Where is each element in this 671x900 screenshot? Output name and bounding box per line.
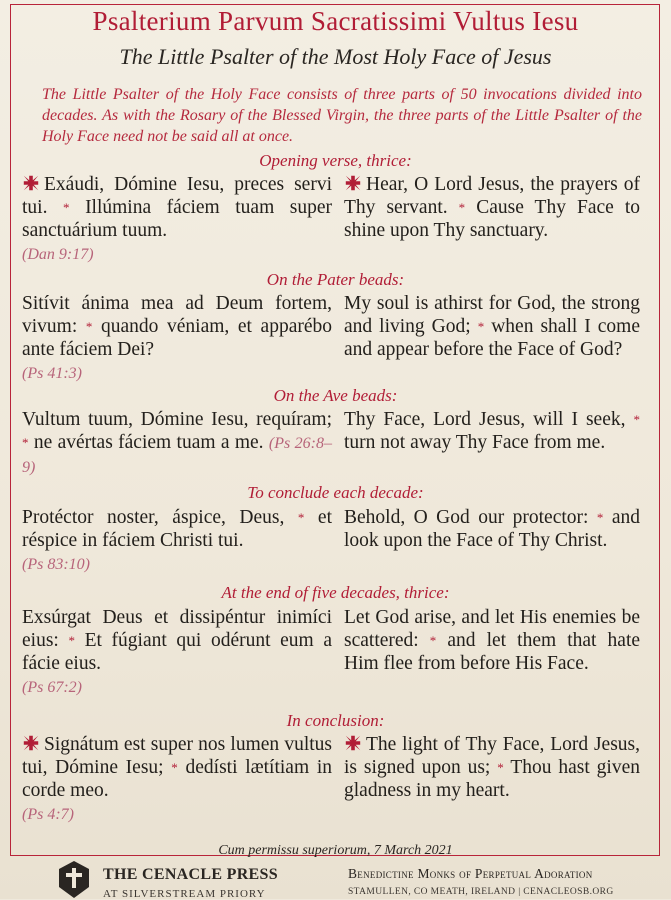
press-subtitle: AT SILVERSTREAM PRIORY [103,888,266,900]
latin-text-2: dedísti lætítiam in corde meo. [22,757,332,801]
english-conclusion: The light of Thy Face, Lord Jesus, is signed upon us; * Thou hast given gladness in my heart. [344,734,640,801]
cross-icon [22,174,40,192]
latin-ave: Vultum tuum, Dómine Iesu, requíram; * ne avértas fáciem tuam a me. (Ps 26:8–9) [22,409,333,476]
latin-conclusion: Signátum est super nos lumen vultus tui, Dómine Iesu; * dedísti lætítiam in corde meo. (Ps 4:7) [22,734,332,823]
press-logo [56,860,92,899]
scripture-ref: (Ps 41:3) [22,365,82,382]
english-opening: Hear, O Lord Jesus, the prayers of Thy servant. * Cause Thy Face to shine upon Thy sanctuary. [344,174,640,241]
section-heading-decade: To conclude each decade: [247,483,424,502]
cross-icon [22,734,40,752]
english-ave: Thy Face, Lord Jesus, will I seek, * turn not away Thy Face from me. [344,409,640,453]
latin-text: Protéctor noster, áspice, Deus, [22,507,285,528]
card-title: Psalterium Parvum Sacratissimi Vultus Iesu [92,6,579,36]
latin-text-2: quando véniam, et apparébo ante fáciem Dei? [22,316,333,360]
section-heading-conclusion: In conclusion: [286,711,385,730]
english-text-2: and look upon the Face of Thy Christ. [344,507,641,551]
latin-text: Signátum est super nos lumen vultus tui, Dómine Iesu; [22,734,332,778]
scripture-ref: (Ps 4:7) [22,806,74,823]
latin-text-2: ne avértas fáciem tuam a me. [33,432,264,453]
latin-five-decades: Exsúrgat Deus et dissipéntur inimíci eius: * Et fúgiant qui odérunt eum a fácie eius. (Ps 67:2) [22,607,332,696]
latin-text: Sitívit ánima mea ad Deum fortem, vivum: [22,293,332,337]
section-heading-five-decades: At the end of five decades, thrice: [221,583,450,602]
latin-opening: Exáudi, Dómine Iesu, preces servi tui. * Illúmina fáciem tuam super sanctuárium tuum. (Dan 9:17) [22,174,333,263]
english-text: Let God arise, and let His enemies be scattered: [344,607,640,651]
english-pater: My soul is athirst for God, the strong and living God; * when shall I come and appear before the Face of God? [344,293,641,360]
english-text-2: Thou hast given gladness in my heart. [344,757,640,801]
latin-text: Exáudi, Dómine Iesu, preces servi tui. [22,174,332,218]
english-text-2: Cause Thy Face to shine upon Thy sanctuary. [344,197,640,241]
english-text: The light of Thy Face, Lord Jesus, is signed upon us; [344,734,640,778]
card-subtitle: The Little Psalter of the Most Holy Face of Jesus [119,44,552,69]
monks-name: Benedictine Monks of Perpetual Adoration [348,866,593,881]
intro-text: The Little Psalter of the Holy Face consists of three parts of 50 invocations divided into decades. As with the Rosary of the Blessed Virgin, the three parts of the Little Psalter of the Holy Face need not be said all at once. [42,86,642,145]
latin-text-2: et réspice in fáciem Christi tui. [22,507,332,551]
cross-icon [344,174,362,192]
scripture-ref: (Ps 83:10) [22,556,90,573]
scripture-ref: (Ps 26:8–9) [22,435,333,476]
press-name: THE CENACLE PRESS [103,866,278,883]
english-five-decades: Let God arise, and let His enemies be scattered: * and let them that hate Him flee from before His Face. [344,607,641,674]
latin-pater: Sitívit ánima mea ad Deum fortem, vivum: * quando véniam, et apparébo ante fáciem Dei? (Ps 41:3) [22,293,333,382]
monks-address: STAMULLEN, CO MEATH, IRELAND | CENACLEOSB.ORG [348,887,614,897]
permission-line: Cum permissu superiorum, 7 March 2021 [218,843,453,858]
scripture-ref: (Dan 9:17) [22,246,94,263]
scripture-ref: (Ps 67:2) [22,679,82,696]
english-text-2: turn not away Thy Face from me. [344,432,606,453]
english-text: Hear, O Lord Jesus, the prayers of Thy servant. [344,174,640,218]
latin-text: Exsúrgat Deus et dissipéntur inimíci eius: [22,607,332,651]
english-text: My soul is athirst for God, the strong and living God; [344,293,640,337]
english-text-2: when shall I come and appear before the Face of God? [344,316,641,360]
section-heading-pater: On the Pater beads: [266,270,405,289]
cross-icon [344,734,362,752]
latin-text: Vultum tuum, Dómine Iesu, requíram; [22,409,332,430]
latin-text-2: Et fúgiant qui odérunt eum a fácie eius. [22,630,332,674]
section-heading-opening: Opening verse, thrice: [259,151,412,170]
english-text: Behold, O God our protector: [344,507,589,528]
latin-decade: Protéctor noster, áspice, Deus, * et réspice in fáciem Christi tui. (Ps 83:10) [22,507,332,573]
english-text-2: and let them that hate Him flee from before His Face. [344,630,641,674]
latin-text-2: Illúmina fáciem tuam super sanctuárium tuum. [22,197,333,241]
english-decade: Behold, O God our protector: * and look upon the Face of Thy Christ. [344,507,641,551]
section-heading-ave: On the Ave beads: [273,386,398,405]
english-text: Thy Face, Lord Jesus, will I seek, [344,409,626,430]
